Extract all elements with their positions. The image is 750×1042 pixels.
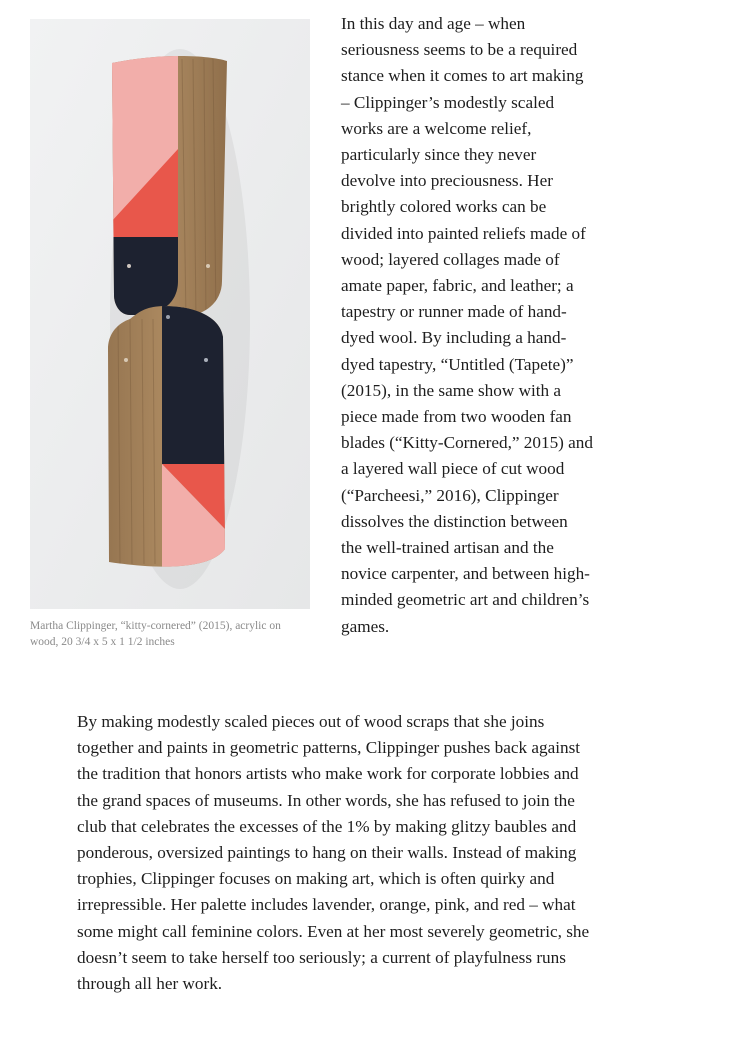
paragraph-text: By making modestly scaled pieces out of wood scraps that she joins together and paints in geometric patterns, Clippinger pushes back against the tradition that honors artists who make work for corporate lobbies and the grand spaces of museums. In other words, she has refused to join the club that celebrates the excesses of the 1% by making glitzy baubles and ponderous, oversized paintings to hang on their walls. Instead of making trophies, Clippinger focuses on making art, which is often quirky and irrepressible. Her palette includes lavender, orange, pink, and red – what some might call feminine colors. Even at her most severely geometric, she doesn’t seem to take herself too seriously; a current of playfulness runs through all her work.	[77, 712, 590, 994]
artwork-photo	[30, 19, 310, 609]
paragraph-text: In this day and age – when seriousness seems to be a required stance when it comes to art making – Clippinger’s modestly scaled works are a welcome relief, particularly since they never devolve into preciousness. Her brightly colored works can be divided into painted reliefs made of wood; layered collages made of amate paper, fabric, and leather; a tapestry or runner made of hand-dyed wool. By including a hand-dyed tapestry, “Untitled (Tapete)” (2015), in the same show with a piece made from two wooden fan blades (“Kitty-Cornered,” 2015) and a layered wall piece of cut wood (“Parcheesi,” 2016), Clippinger dissolves the distinction between the well-trained artisan and the novice carpenter, and between high-minded geometric art and children’s games.	[341, 14, 593, 636]
article-paragraph-2	[77, 709, 597, 997]
artwork-figure	[30, 19, 310, 650]
article-paragraph-1	[341, 11, 593, 640]
figure-caption: Martha Clippinger, “kitty-cornered” (2015), acrylic on wood, 20 3/4 x 5 x 1 1/2 inches	[30, 620, 281, 648]
kitty-cornered-artwork	[30, 19, 310, 609]
